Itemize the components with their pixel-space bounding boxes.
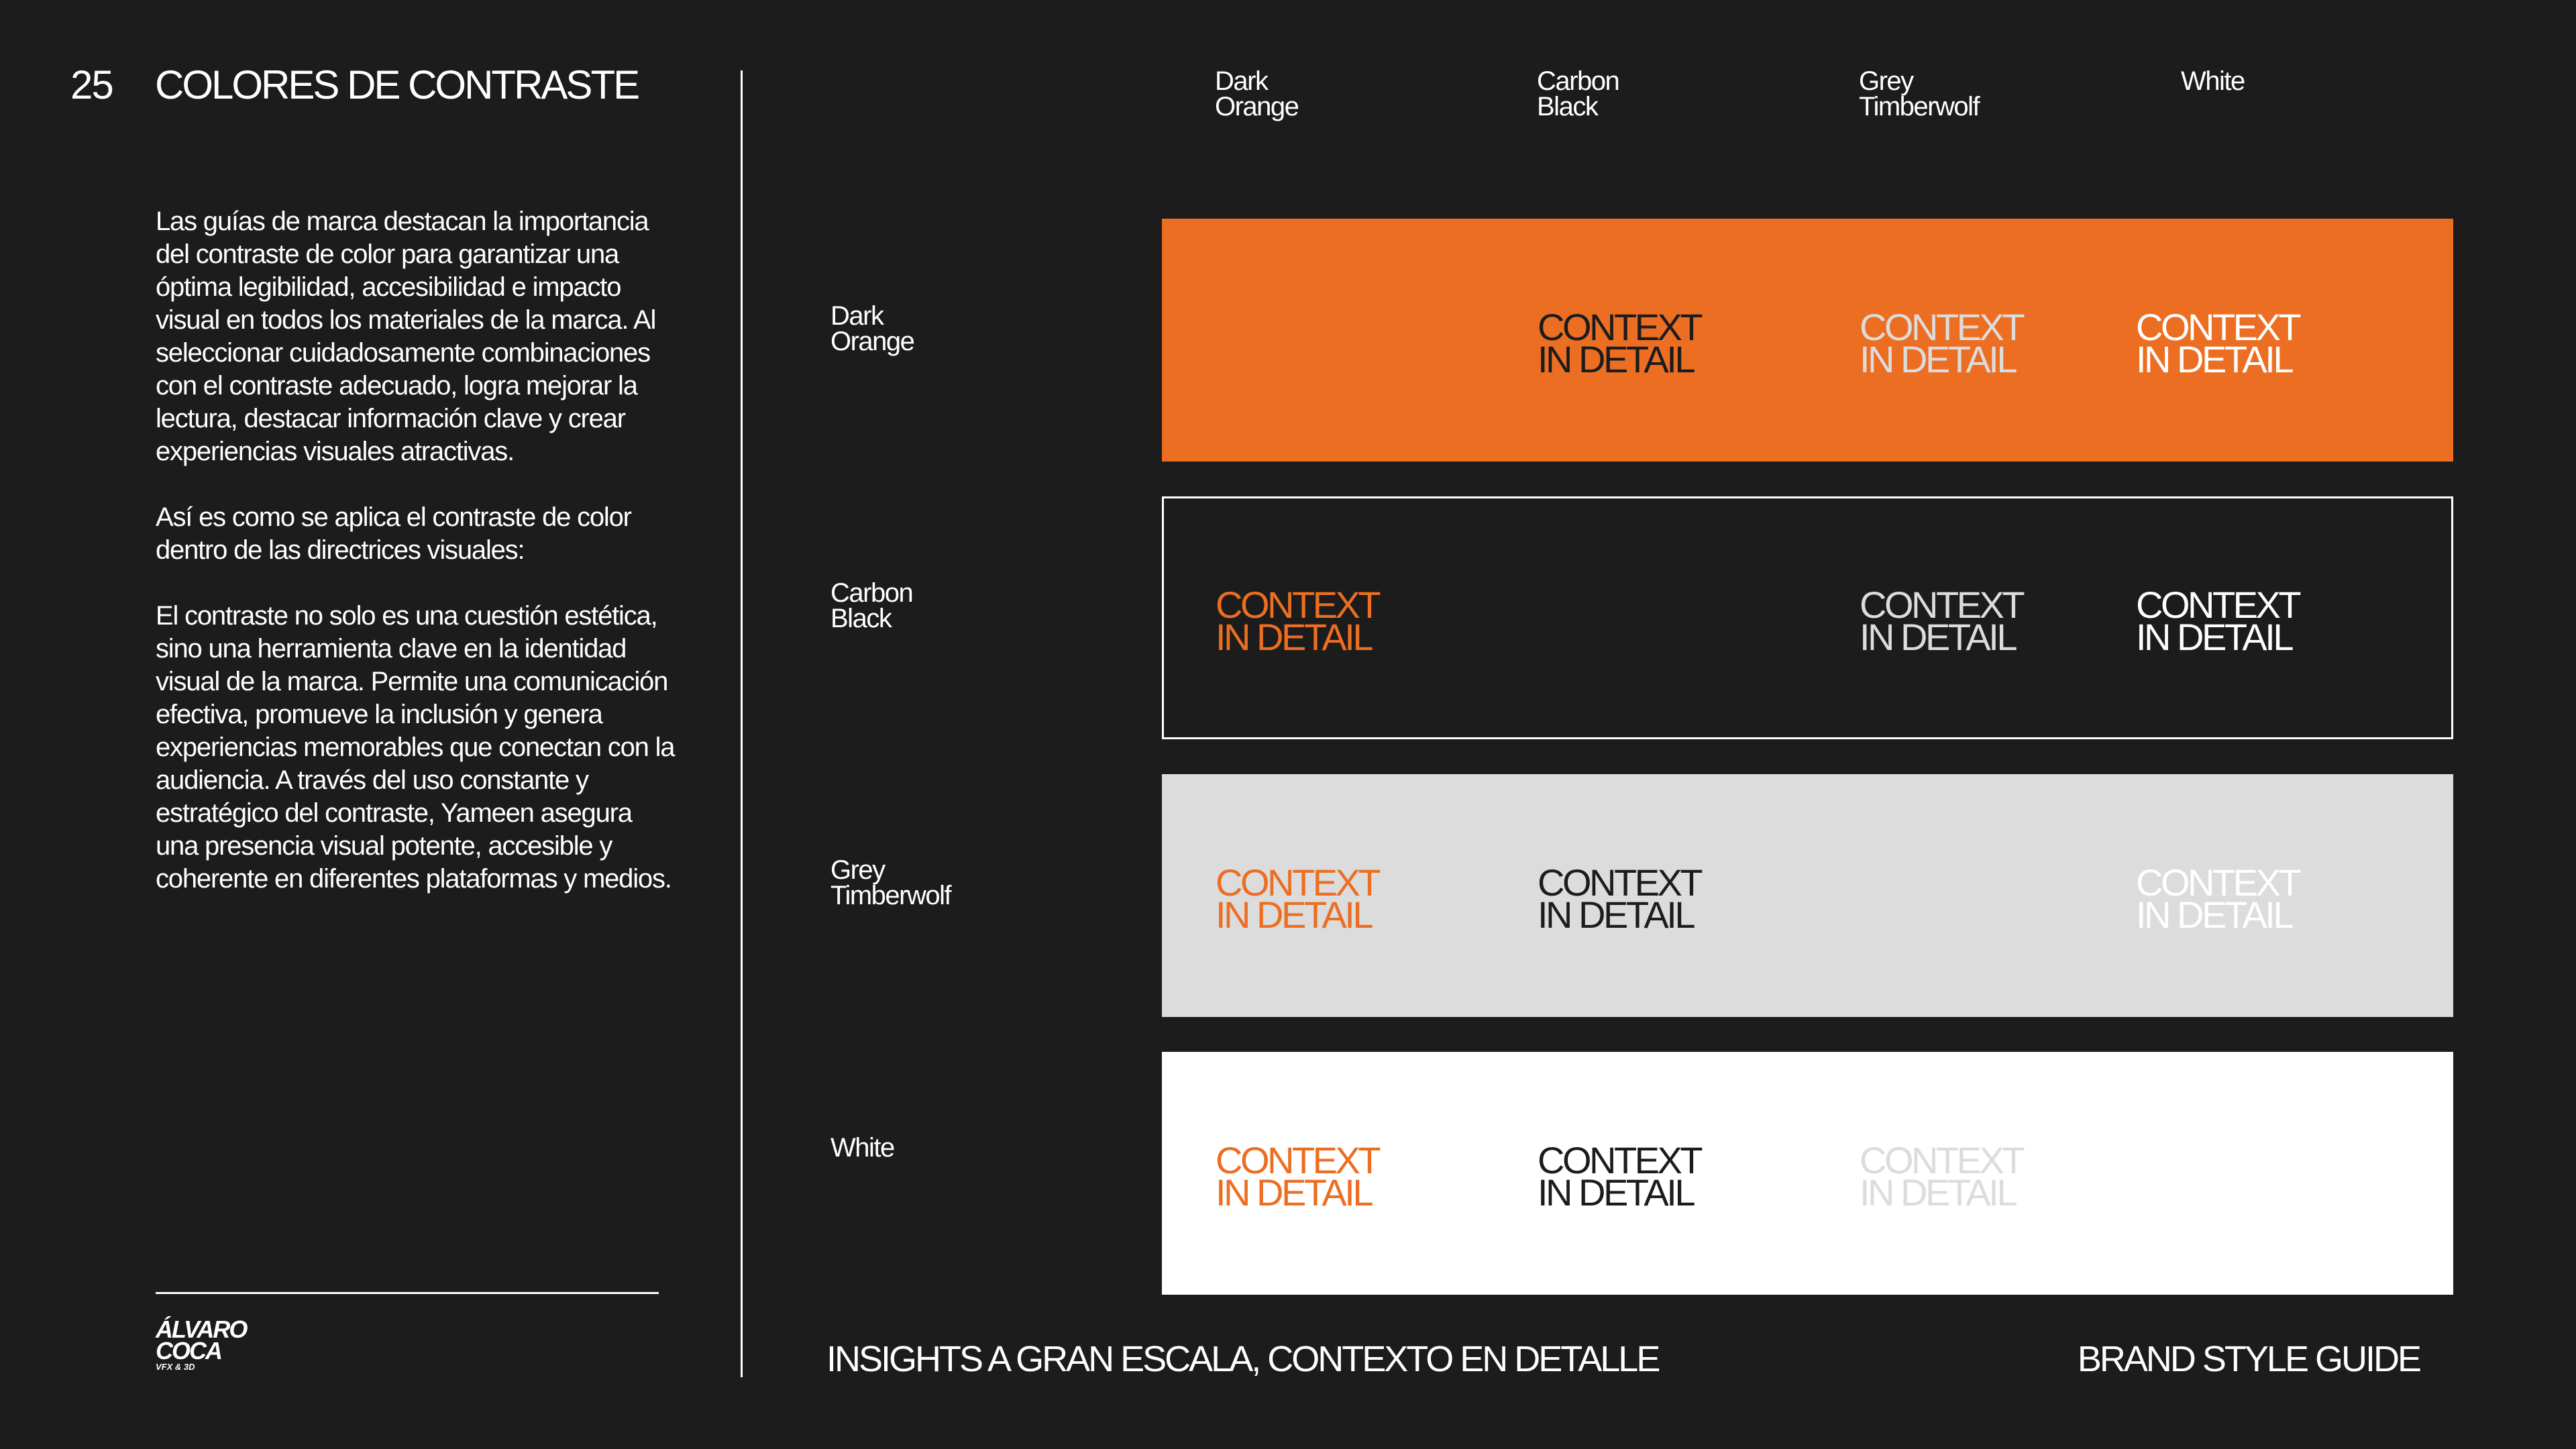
sample-grey-on-white [1860,1139,2023,1214]
sample-grey-on-carbon [1860,584,2023,658]
logo-line-3: VFX & 3D [156,1362,195,1372]
sample-line: CONTEXT [1216,861,1379,904]
sample-line: IN DETAIL [1216,894,1371,936]
page-number: 25 [70,62,113,107]
sample-line: CONTEXT [1860,306,2023,348]
sample-line: IN DETAIL [1538,338,1693,380]
sample-line: IN DETAIL [1860,338,2015,380]
row-label-line: Grey [830,855,885,885]
row-label-grey-timberwolf [830,857,951,908]
column-label-carbon-black [1537,68,1619,119]
logo-line-1: ÁLVARO [156,1316,247,1343]
sample-orange-on-white [1216,1139,1379,1214]
row-label-white [830,1135,894,1161]
brand-logo [156,1316,247,1373]
sample-carbon-on-white [1538,1139,1701,1214]
column-label-line: White [2181,66,2245,96]
sample-white-on-orange [2136,306,2300,380]
swatch-dark-orange [1162,219,2453,462]
row-label-line: Dark [830,301,883,331]
column-label-line: Timberwolf [1859,92,1980,121]
vertical-divider [741,70,743,1377]
column-label-line: Grey [1859,66,1913,96]
column-label-white [2181,68,2245,94]
page-title: COLORES DE CONTRASTE [155,62,639,107]
column-label-line: Orange [1215,92,1299,121]
sample-carbon-on-grey [1538,861,1701,936]
paragraph-2: Así es como se aplica el contraste de color dentro de las directrices visuales: [156,502,631,565]
sample-white-on-grey [2136,861,2300,936]
row-label-line: Carbon [830,578,913,608]
swatch-white [1162,1052,2453,1295]
sample-line: CONTEXT [2136,861,2300,904]
sample-line: IN DETAIL [1538,1171,1693,1214]
sample-orange-on-grey [1216,861,1379,936]
row-label-line: Orange [830,327,914,356]
logo-line-2: COCA [156,1337,221,1364]
row-label-line: Timberwolf [830,881,951,910]
footer-tagline: INSIGHTS A GRAN ESCALA, CONTEXTO EN DETALLE [826,1339,1659,1379]
sample-orange-on-carbon [1216,584,1379,658]
paragraph-3: El contraste no solo es una cuestión estética, sino una herramienta clave en la identidad visual de la marca. Permite una comunicación efectiva, promueve la inclusión y genera experiencias memorables que conectan con la audiencia. A través del uso constante y estratégico del contraste, Yameen asegura una presencia visual potente, accesible y coherente en diferentes plataformas y medios. [156,601,675,894]
sample-line: CONTEXT [1860,584,2023,626]
horizontal-divider [156,1292,659,1294]
sample-line: CONTEXT [1538,861,1701,904]
column-label-grey-timberwolf [1859,68,1979,119]
sample-carbon-on-orange [1538,306,1701,380]
sample-line: IN DETAIL [1860,616,2015,658]
sample-line: CONTEXT [2136,584,2300,626]
column-label-line: Black [1537,92,1598,121]
sample-line: CONTEXT [2136,306,2300,348]
sample-line: CONTEXT [1860,1139,2023,1181]
row-label-carbon-black [830,580,912,631]
sample-grey-on-orange [1860,306,2023,380]
column-label-line: Dark [1215,66,1268,96]
swatch-grey-timberwolf [1162,774,2453,1017]
body-text [156,205,679,928]
sample-line: IN DETAIL [1216,616,1371,658]
sample-line: CONTEXT [1216,584,1379,626]
paragraph-1: Las guías de marca destacan la importancia del contraste de color para garantizar una óptima legibilidad, accesibilidad e impacto visual en todos los materiales de la marca. Al seleccionar cuidadosamente combinaciones con el contraste adecuado, logra mejorar la lectura, destacar información clave y crear experiencias visuales atractivas. [156,207,656,466]
footer-guide-title: BRAND STYLE GUIDE [2077,1339,2420,1379]
column-label-dark-orange [1215,68,1298,119]
row-label-line: Black [830,604,892,633]
sample-line: IN DETAIL [2136,338,2292,380]
sample-white-on-carbon [2136,584,2300,658]
row-label-dark-orange [830,303,914,354]
sample-line: IN DETAIL [1538,894,1693,936]
sample-line: IN DETAIL [1216,1171,1371,1214]
sample-line: IN DETAIL [2136,894,2292,936]
swatch-carbon-black [1162,496,2453,739]
sample-line: IN DETAIL [1860,1171,2015,1214]
sample-line: CONTEXT [1538,1139,1701,1181]
sample-line: CONTEXT [1216,1139,1379,1181]
row-label-line: White [830,1133,894,1163]
sample-line: CONTEXT [1538,306,1701,348]
sample-line: IN DETAIL [2136,616,2292,658]
column-label-line: Carbon [1537,66,1619,96]
